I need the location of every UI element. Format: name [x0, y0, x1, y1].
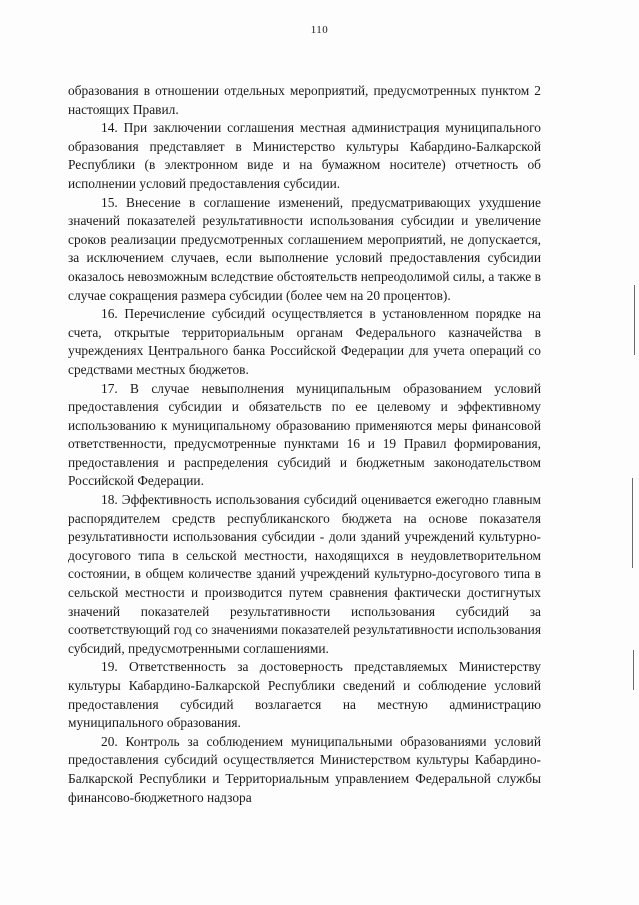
paragraph: 19. Ответственность за достоверность представляемых Министерству культуры Кабардино-Балкарской Республики сведений и соблюдение условий предоставления субсидий возлагается на местную администрацию муниципального образования. [68, 659, 541, 731]
document-body [68, 82, 541, 807]
scan-edge-mark [633, 650, 634, 690]
scan-edge-mark [632, 478, 633, 568]
paragraph: 17. В случае невыполнения муниципальным образованием условий предоставления субсидии и обязательств по ее целевому и эффективному использованию к муниципальному образованию применяются меры финансовой ответственности, предусмотренные пунктами 16 и 19 Правил формирования, предоставления и распределения субсидий и бюджетным законодательством Российской Федерации. [68, 380, 541, 489]
page-number: 110 [310, 24, 329, 36]
paragraph: образования в отношении отдельных мероприятий, предусмотренных пунктом 2 настоящих Правил. [68, 83, 541, 117]
paragraph: 15. Внесение в соглашение изменений, предусматривающих ухудшение значений показателей результативности использования субсидии и увеличение сроков реализации предусмотренных соглашением мероприятий, не допускается, за исключением случаев, если выполнение условий предоставления субсидии оказалось невозможным вследствие обстоятельств непреодолимой силы, а также в случае сокращения размера субсидии (более чем на 20 процентов). [68, 194, 541, 303]
paragraph: 14. При заключении соглашения местная администрация муниципального образования представляет в Министерство культуры Кабардино-Балкарской Республики (в электронном виде и на бумажном носителе) отчетность об исполнении условий предоставления субсидии. [68, 120, 541, 191]
paragraph: 20. Контроль за соблюдением муниципальными образованиями условий предоставления субсидий осуществляется Министерством культуры Кабардино-Балкарской Республики и Территориальным управлением Федеральной службы финансово-бюджетного надзора [68, 733, 541, 805]
paragraph: 18. Эффективность использования субсидий оценивается ежегодно главным распорядителем средств республиканского бюджета на основе показателя результативности использования субсидии - доли зданий учреждений культурно-досугового типа в сельской местности, находящихся в неудовлетворительном состоянии, в общем количестве зданий учреждений культурно-досугового типа в сельской местности и производится путем сравнения фактически достигнутых значений показателей результативности использования субсидий за соответствующий год со значениями показателей результативности использования субсидий, предусмотренными соглашениями. [68, 492, 541, 656]
paragraph: 16. Перечисление субсидий осуществляется в установленном порядке на счета, открытые территориальным органам Федерального казначейства в учреждениях Центрального банка Российской Федерации для учета операций со средствами местных бюджетов. [68, 306, 541, 377]
scan-edge-mark [634, 285, 635, 355]
